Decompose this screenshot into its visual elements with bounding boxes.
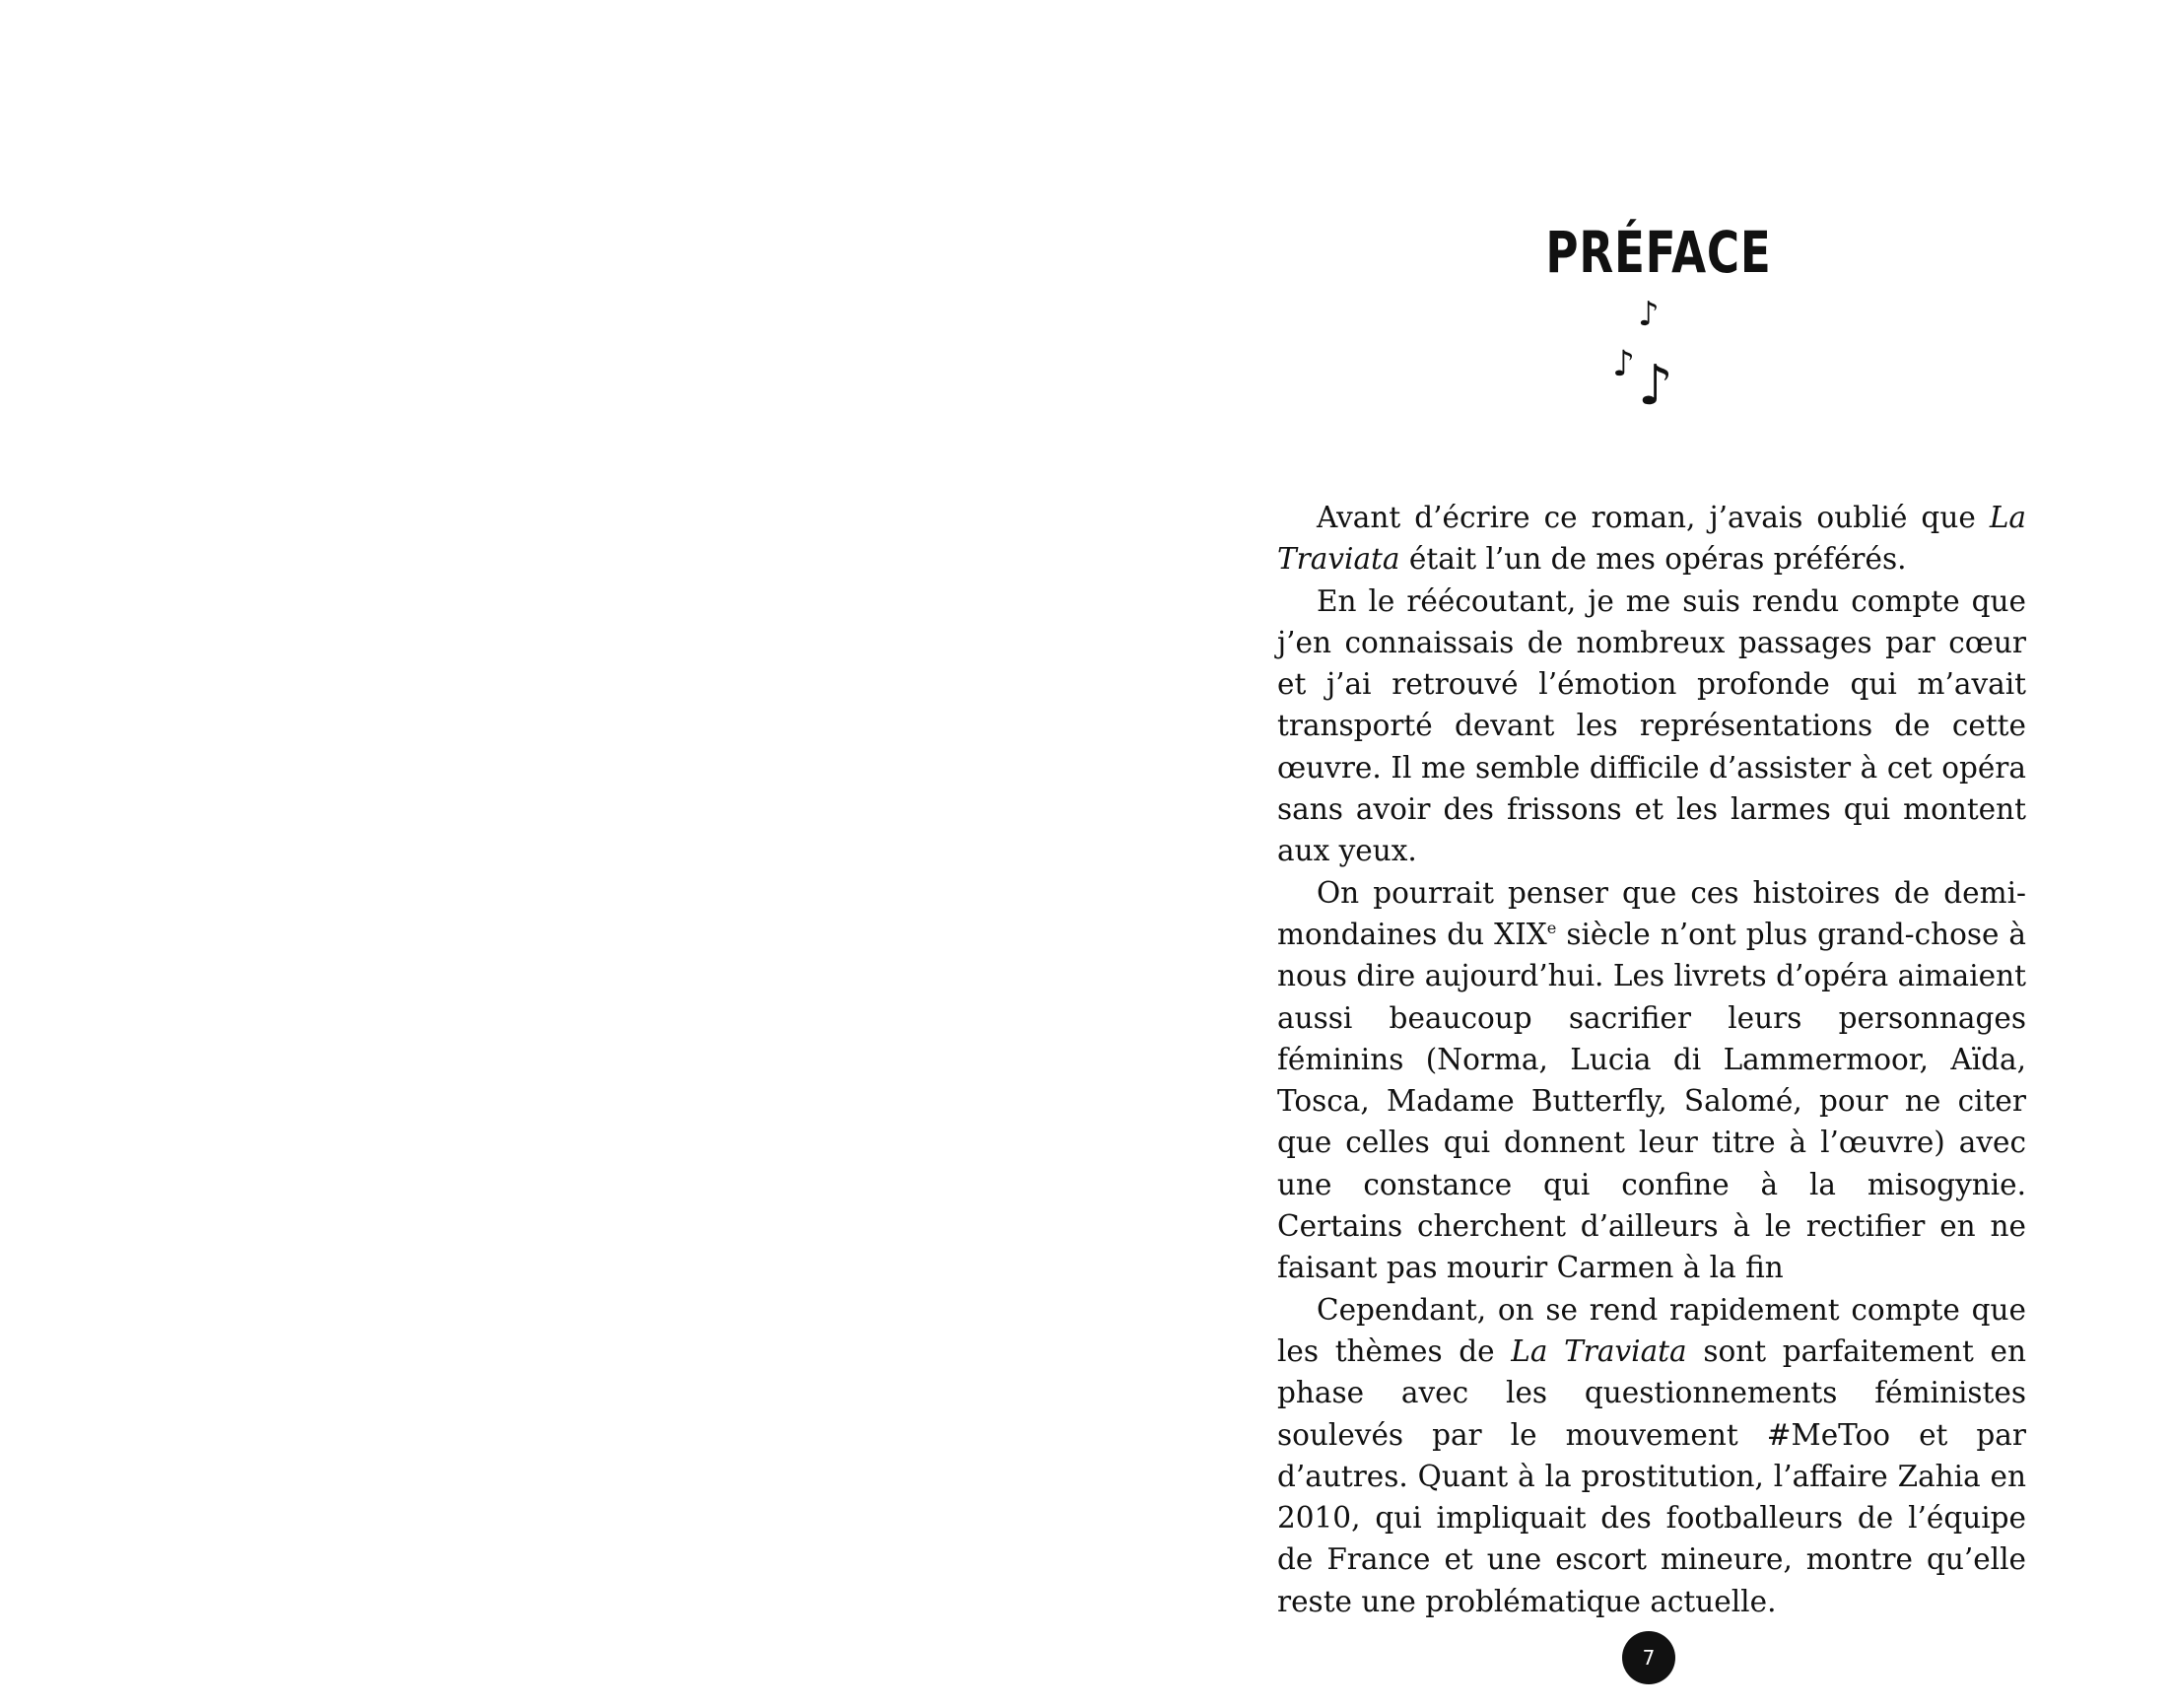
preface-body bbox=[1277, 497, 2026, 1622]
work-title: La Traviata bbox=[1511, 1333, 1687, 1368]
superscript: e bbox=[1546, 919, 1557, 938]
paragraph-4 bbox=[1277, 1289, 2026, 1622]
paragraph-2: En le réécoutant, je me suis rendu compte que j’en connaissais de nombreux passages par cœur et j’ai retrouvé l’émotion profonde qui m’avait transporté devant les représentations de cette œuvre. Il me semble difficile d’assister à cet opéra sans avoir des frissons et les larmes qui montent aux yeux. bbox=[1277, 583, 2026, 868]
paragraph-text: était l’un de mes opéras préférés. bbox=[1399, 542, 1907, 577]
music-note-icon: ♪ bbox=[1638, 295, 1660, 334]
paragraph-1 bbox=[1277, 497, 2026, 581]
paragraph-3 bbox=[1277, 872, 2026, 1289]
work-title: La Traviata bbox=[1277, 501, 2026, 577]
paragraph-text: Cependant, on se rend rapidement compte que les thèmes de bbox=[1277, 1292, 2026, 1368]
left-page-blank bbox=[0, 0, 1086, 1708]
paragraph-text: sont parfaitement en phase avec les questionnements féministes soulevés par le mouvement #MeToo et par d’autres. Quant à la prostitution, l’affaire Zahia en 2010, qui impliquait des footballeurs de l’équipe de France et une escort mineure, montre qu’elle reste une problématique actuelle. bbox=[1277, 1333, 2026, 1618]
page-title: PRÉFACE bbox=[1545, 219, 1772, 286]
music-note-icon: ♪ bbox=[1638, 354, 1673, 418]
page-number-badge: 7 bbox=[1622, 1631, 1675, 1684]
paragraph-text: siècle n’ont plus grand-chose à nous dire aujourd’hui. Les livrets d’opéra aimaient aussi beaucoup sacrifier leurs personnages féminins (Norma, Lucia di Lammermoor, Aïda, Tosca, Madame Butterfly, Salomé, pour ne citer que celles qui donnent leur titre à l’œuvre) avec une constance qui confine à la misogynie. Certains cherchent d’ailleurs à le rectifier en ne faisant pas mourir Carmen à la fin bbox=[1277, 917, 2027, 1285]
paragraph-text: Avant d’écrire ce roman, j’avais oublié que bbox=[1317, 501, 1990, 534]
music-note-icon: ♪ bbox=[1612, 344, 1635, 384]
paragraph-text: On pourrait penser que ces histoires de demi-mondaines du XIX bbox=[1277, 875, 2026, 951]
music-notes-icon bbox=[1596, 296, 1705, 424]
